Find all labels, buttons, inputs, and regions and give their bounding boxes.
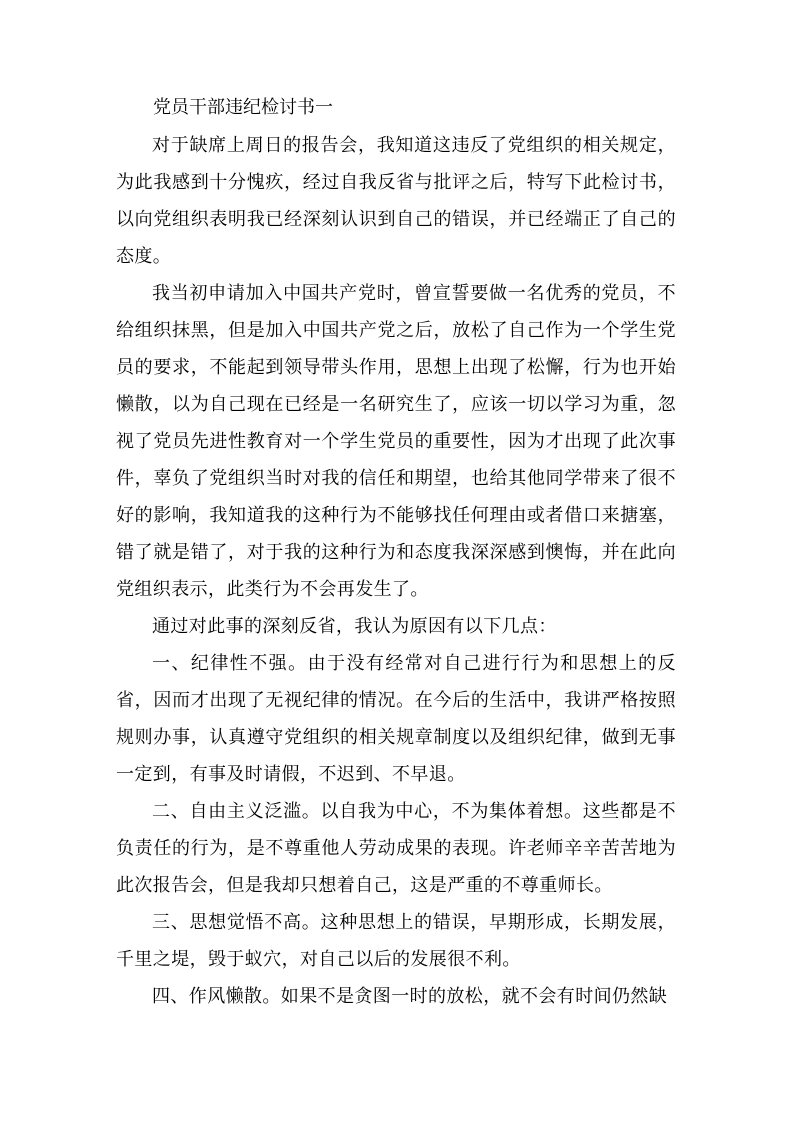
paragraph-2: 我当初申请加入中国共产党时，曾宣誓要做一名优秀的党员，不给组织抹黑，但是加入中国共产党之后，放松了自己作为一个学生党员的要求，不能起到领导带头作用，思想上出现了松懈，行为也开始懒散，以为自己现在已经是一名研究生了，应该一切以学习为重，忽视了党员先进性教育对一个学生党员的重要性，因为才出现了此次事件，辜负了党组织当时对我的信任和期望，也给其他同学带来了很不好的影响，我知道我的这种行为不能够找任何理由或者借口来搪塞，错了就是错了，对于我的这种行为和态度我深深感到懊悔，并在此向党组织表示，此类行为不会再发生了。 — [116, 283, 676, 600]
paragraph-5: 二、自由主义泛滥。以自我为中心，不为集体着想。这些都是不负责任的行为，是不尊重他人劳动成果的表现。许老师辛辛苦苦地为此次报告会，但是我却只想着自己，这是严重的不尊重师长。 — [116, 801, 676, 896]
document-body — [116, 127, 676, 1015]
document-title: 党员干部违纪检讨书一 — [153, 97, 333, 118]
paragraph-4: 一、纪律性不强。由于没有经常对自己进行行为和思想上的反省，因而才出现了无视纪律的情况。在今后的生活中，我讲严格按照规则办事，认真遵守党组织的相关规章制度以及组织纪律，做到无事一定到，有事及时请假，不迟到、不早退。 — [116, 653, 676, 785]
paragraph-6: 三、思想觉悟不高。这种思想上的错误，早期形成，长期发展，千里之堤，毁于蚁穴，对自己以后的发展很不利。 — [116, 912, 676, 970]
paragraph-3: 通过对此事的深刻反省，我认为原因有以下几点： — [152, 616, 557, 637]
paragraph-7: 四、作风懒散。如果不是贪图一时的放松，就不会有时间仍然缺 — [152, 986, 668, 1007]
paragraph-1: 对于缺席上周日的报告会，我知道这违反了党组织的相关规定，为此我感到十分愧疚，经过自我反省与批评之后，特写下此检讨书，以向党组织表明我已经深刻认识到自己的错误，并已经端正了自己的态度。 — [116, 135, 676, 267]
